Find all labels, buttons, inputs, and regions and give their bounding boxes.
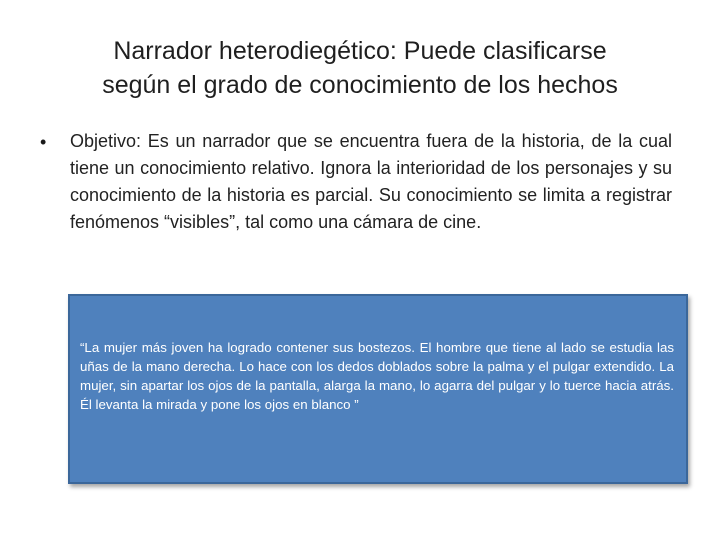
bullet-item xyxy=(40,128,672,236)
bullet-text-block xyxy=(70,128,672,236)
bullet-dot-icon: • xyxy=(40,132,47,152)
bullet-body: Es un narrador que se encuentra fuera de la historia, de la cual tiene un conocimiento relativo. Ignora la interioridad de los personajes y su conocimiento de la historia es parcial. Su conocimiento se limita a registrar fenómenos “visibles”, tal como una cámara de cine. xyxy=(70,131,672,232)
title-line-2: según el grado de conocimiento de los hechos xyxy=(102,71,618,99)
slide-title xyxy=(40,34,680,102)
title-line-1: Narrador heterodiegético: Puede clasificarse xyxy=(113,37,607,65)
quote-box xyxy=(68,294,688,484)
quote-text: “La mujer más joven ha logrado contener sus bostezos. El hombre que tiene al lado se estudia las uñas de la mano derecha. Lo hace con los dedos doblados sobre la palma y el pulgar extendido. La mujer, sin apartar los ojos de la pantalla, alarga la mano, lo agarra del pulgar y lo tuerce hacia atrás. Él levanta la mirada y pone los ojos en blanco ” xyxy=(80,340,674,412)
bullet-label: Objetivo: xyxy=(70,131,142,151)
